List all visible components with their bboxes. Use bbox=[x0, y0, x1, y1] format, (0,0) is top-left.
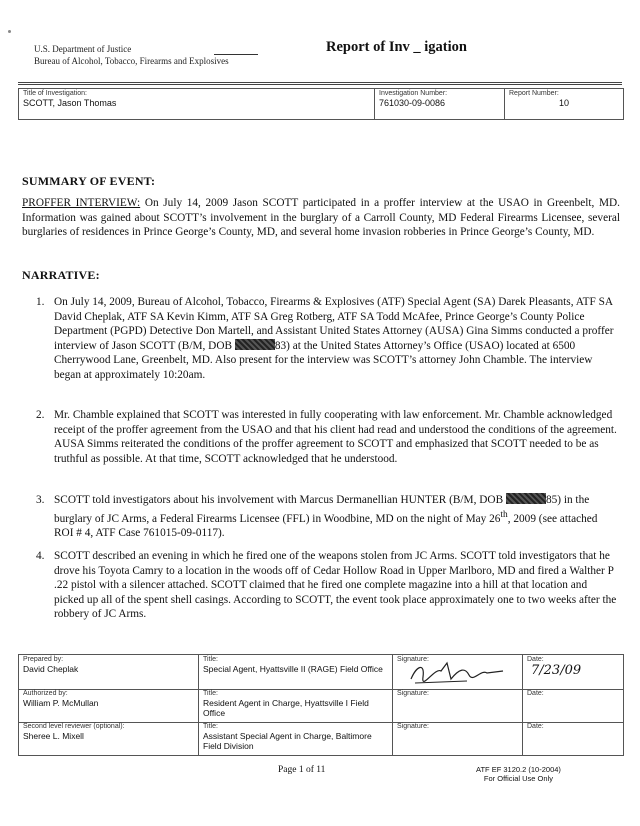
item-number: 2. bbox=[36, 409, 45, 421]
handwritten-signature bbox=[407, 657, 507, 687]
reviewer-title-cell bbox=[199, 722, 393, 755]
item-text-end: , 2009 (see attached ROI # 4, ATF Case 761015-09-0117). bbox=[54, 512, 598, 539]
item-number: 4. bbox=[36, 550, 45, 562]
agency-block bbox=[34, 43, 229, 67]
investigation-number-cell bbox=[375, 89, 505, 119]
form-number: ATF EF 3120.2 (10-2004) bbox=[476, 765, 561, 774]
summary-text: On July 14, 2009 Jason SCOTT participated in a proffer interview at the USAO in Greenbelt, MD. Information was gained about SCOTT’s involvement in the burglary of a Carroll County, MD Federal Firearms Licensee, several burglaries of residences in Prince George’s County, MD, and several home invasion robberies in Prince George’s County, MD. bbox=[22, 197, 620, 238]
authorized-date-cell bbox=[523, 689, 623, 722]
title-of-investigation-value: SCOTT, Jason Thomas bbox=[23, 98, 117, 108]
authorized-title-label: Title: bbox=[203, 690, 218, 697]
investigation-number-label: Investigation Number: bbox=[379, 90, 448, 97]
item-text: SCOTT told investigators about his involvement with Marcus Dermanellian HUNTER (B/M, DOB bbox=[54, 494, 506, 506]
handwritten-date: 7/23/09 bbox=[531, 663, 582, 678]
item-text: SCOTT described an evening in which he fired one of the weapons stolen from JC Arms. SCOTT told investigators that he drove his Toyota Camry to a location in the woods off of Cedar Hollow Road in Upper Marlboro, MD and fired a Walther P .22 pistol with a silencer attached. SCOTT claimed that he fired one complete magazine into a hill at that location and picked up all of the spent shell casings. According to SCOTT, the event took place approximately one to two weeks after the robbery of JC Arms. bbox=[54, 550, 617, 620]
reviewer-date-label: Date: bbox=[527, 723, 544, 730]
prepared-by-cell bbox=[19, 655, 199, 689]
prepared-date-cell bbox=[523, 655, 623, 689]
redaction-block bbox=[235, 339, 275, 350]
report-title: Report of Inv _ igation bbox=[326, 39, 467, 55]
form-identifier bbox=[476, 765, 561, 783]
signoff-table bbox=[18, 654, 624, 756]
title-of-investigation-cell bbox=[19, 89, 375, 119]
report-number-label: Report Number: bbox=[509, 90, 559, 97]
scan-speck bbox=[8, 30, 11, 33]
authorized-title-cell bbox=[199, 689, 393, 722]
reviewer-cell bbox=[19, 722, 199, 755]
ordinal-suffix: th bbox=[500, 509, 508, 520]
authorized-by-label: Authorized by: bbox=[23, 690, 68, 697]
authorized-signature-cell bbox=[393, 689, 523, 722]
authorized-date-label: Date: bbox=[527, 690, 544, 697]
prepared-title-cell bbox=[199, 655, 393, 689]
bureau-name: Bureau of Alcohol, Tobacco, Firearms and Explosives bbox=[34, 56, 229, 66]
prepared-signature-cell bbox=[393, 655, 523, 689]
authorized-by-name: William P. McMullan bbox=[23, 698, 99, 708]
narrative-item bbox=[36, 549, 618, 622]
prepared-by-label: Prepared by: bbox=[23, 656, 64, 663]
header-rule bbox=[18, 82, 622, 85]
prepared-title-label: Title: bbox=[203, 656, 218, 663]
summary-paragraph bbox=[22, 196, 620, 240]
signoff-row-prepared bbox=[19, 655, 623, 690]
prepared-signature-label: Signature: bbox=[397, 656, 429, 663]
item-text-continued: 85) in the burglary of JC Arms, a Federal Firearms Licensee (FFL) in Woodbine, MD on the night of May 26 bbox=[54, 494, 590, 525]
page-number: Page 1 of 11 bbox=[278, 765, 326, 775]
reviewer-date-cell bbox=[523, 722, 623, 755]
item-text: Mr. Chamble explained that SCOTT was interested in fully cooperating with law enforcement. Mr. Chamble acknowledged receipt of the proffer agreement from the USAO and that his client had read and understood the conditions of the agreement. AUSA Simms reiterated the conditions of the proffer agreement to SCOTT and emphasized that SCOTT needed to be as truthful as possible. At that time, SCOTT acknowledged that he understood. bbox=[54, 409, 617, 465]
narrative-heading: NARRATIVE: bbox=[22, 268, 100, 282]
prepared-date-label: Date: bbox=[527, 656, 544, 663]
report-number-value: 10 bbox=[558, 98, 569, 108]
summary-heading: SUMMARY OF EVENT: bbox=[22, 174, 156, 188]
agency-name: U.S. Department of Justice bbox=[34, 44, 132, 54]
signoff-row-authorized bbox=[19, 689, 623, 723]
investigation-header-table bbox=[18, 88, 624, 120]
reviewer-signature-label: Signature: bbox=[397, 723, 429, 730]
item-number: 3. bbox=[36, 494, 45, 506]
authorized-title-value: Resident Agent in Charge, Hyattsville I Field Office bbox=[203, 698, 369, 718]
redaction-block bbox=[506, 493, 546, 504]
reviewer-signature-cell bbox=[393, 722, 523, 755]
prepared-by-name: David Cheplak bbox=[23, 664, 79, 674]
signoff-row-reviewer bbox=[19, 722, 623, 755]
form-use-note: For Official Use Only bbox=[483, 774, 553, 783]
proffer-interview-tag: PROFFER INTERVIEW: bbox=[22, 197, 141, 209]
authorized-signature-label: Signature: bbox=[397, 690, 429, 697]
reviewer-label: Second level reviewer (optional): bbox=[23, 723, 125, 730]
investigation-number-value: 761030-09-0086 bbox=[379, 98, 446, 108]
authorized-by-cell bbox=[19, 689, 199, 722]
narrative-item bbox=[36, 295, 618, 382]
reviewer-title-value: Assistant Special Agent in Charge, Baltimore Field Division bbox=[203, 731, 372, 751]
item-text-continued: 83) at the United States Attorney’s Office (USAO) located at 6500 Cherrywood Lane, Greenbelt, MD. Also present for the interview was SCOTT’s attorney John Chamble. The interview began at approximately 10:20am. bbox=[54, 339, 593, 381]
title-of-investigation-label: Title of Investigation: bbox=[23, 90, 87, 97]
reviewer-name: Sheree L. Mixell bbox=[23, 731, 84, 741]
report-number-cell bbox=[505, 89, 623, 119]
item-number: 1. bbox=[36, 296, 45, 308]
reviewer-title-label: Title: bbox=[203, 723, 218, 730]
header-underline bbox=[214, 54, 258, 55]
narrative-item bbox=[36, 493, 618, 540]
item-text: On July 14, 2009, Bureau of Alcohol, Tobacco, Firearms & Explosives (ATF) Special Agent (SA) Darek Pleasants, ATF SA David Cheplak, ATF SA Kevin Kimm, ATF SA Greg Rotberg, ATF SA Todd McAfee, Prince George’s County Police Department (PGPD) Detective Don Martell, and Assistant United States Attorney (AUSA) Gina Simms conducted a proffer interview of Jason SCOTT (B/M, DOB bbox=[54, 296, 614, 352]
prepared-title-value: Special Agent, Hyattsville II (RAGE) Field Office bbox=[203, 664, 383, 674]
narrative-item bbox=[36, 408, 618, 466]
